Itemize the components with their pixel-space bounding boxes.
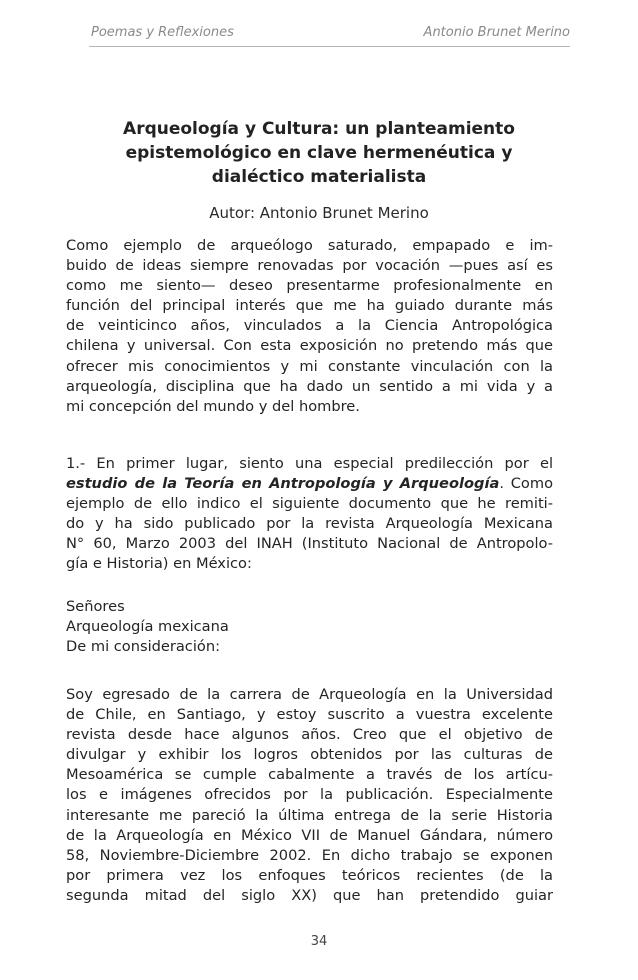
text-line: revista desde hace algunos años. Creo que el objetivo de — [66, 726, 553, 744]
text-line: De mi consideración: — [66, 638, 220, 656]
text-line: los e imágenes ofrecidos por la publicación. Especialmente — [66, 786, 553, 804]
letter-body — [66, 685, 553, 906]
text-line: de Chile, en Santiago, y estoy suscrito a vuestra excelente — [66, 706, 553, 724]
text-line: chilena y universal. Con esta exposición no pretendo más que — [66, 337, 553, 355]
header-book-title: Poemas y Reflexiones — [91, 25, 234, 40]
text-line: segunda mitad del siglo XX) que han pretendido guiar — [66, 886, 553, 904]
text-line: divulgar y exhibir los logros obtenidos por las culturas de — [66, 746, 553, 764]
emphasized-phrase: estudio de la Teoría en Antropología y Arqueología — [66, 475, 500, 493]
text-line — [66, 474, 553, 494]
running-header — [91, 25, 570, 40]
text-line: de veinticinco años, vinculados a la Ciencia Antropológica — [66, 317, 553, 335]
title-line: epistemológico en clave hermenéutica y — [125, 143, 513, 163]
text-line: función del principal interés que me ha guiado durante más — [66, 297, 553, 315]
text-line: buido de ideas siempre renovadas por vocación —pues así es — [66, 257, 553, 275]
text-line: de la Arqueología en México VII de Manuel Gándara, número — [66, 826, 553, 844]
text-line: mi concepción del mundo y del hombre. — [66, 397, 360, 415]
text-line: Arqueología mexicana — [66, 618, 229, 636]
text-line: Mesoamérica se cumple cabalmente a través de los artícu- — [66, 766, 553, 784]
text-line: Señores — [66, 598, 125, 615]
text-line: 1.- En primer lugar, siento una especial predilección por el — [66, 455, 553, 472]
header-author: Antonio Brunet Merino — [423, 25, 570, 40]
text-line: como me siento— deseo presentarme profesionalmente en — [66, 277, 553, 295]
text-line: interesante me pareció la última entrega de la serie Historia — [66, 806, 553, 824]
title-line: Arqueología y Cultura: un planteamiento — [123, 119, 515, 139]
page-number: 34 — [310, 934, 328, 949]
text-line: Soy egresado de la carrera de Arqueología en la Universidad — [66, 686, 553, 703]
author-line: Autor: Antonio Brunet Merino — [209, 204, 429, 222]
letter-salutation — [66, 597, 553, 657]
title-line: dialéctico materialista — [211, 167, 427, 187]
text-line: gía e Historia) en México: — [66, 555, 252, 573]
text-line: ejemplo de ello indico el siguiente documento que he remiti- — [66, 495, 553, 513]
text-line: arqueología, disciplina que ha dado un sentido a mi vida y a — [66, 377, 553, 395]
text-line: Como ejemplo de arqueólogo saturado, empapado e im- — [66, 237, 553, 254]
text-line: N° 60, Marzo 2003 del INAH (Instituto Nacional de Antropolo- — [66, 535, 553, 553]
paragraph-intro — [66, 236, 553, 417]
paragraph-first-point — [66, 454, 553, 575]
text-fragment: . Como — [499, 475, 553, 493]
text-line: ofrecer mis conocimientos y mi constante vinculación con la — [66, 357, 553, 375]
text-line: do y ha sido publicado por la revista Arqueología Mexicana — [66, 515, 553, 533]
text-line: por primera vez los enfoques teóricos recientes (de la — [66, 866, 553, 884]
text-line: 58, Noviembre-Diciembre 2002. En dicho trabajo se exponen — [66, 846, 553, 864]
header-rule — [89, 46, 570, 47]
article-title — [66, 117, 572, 189]
